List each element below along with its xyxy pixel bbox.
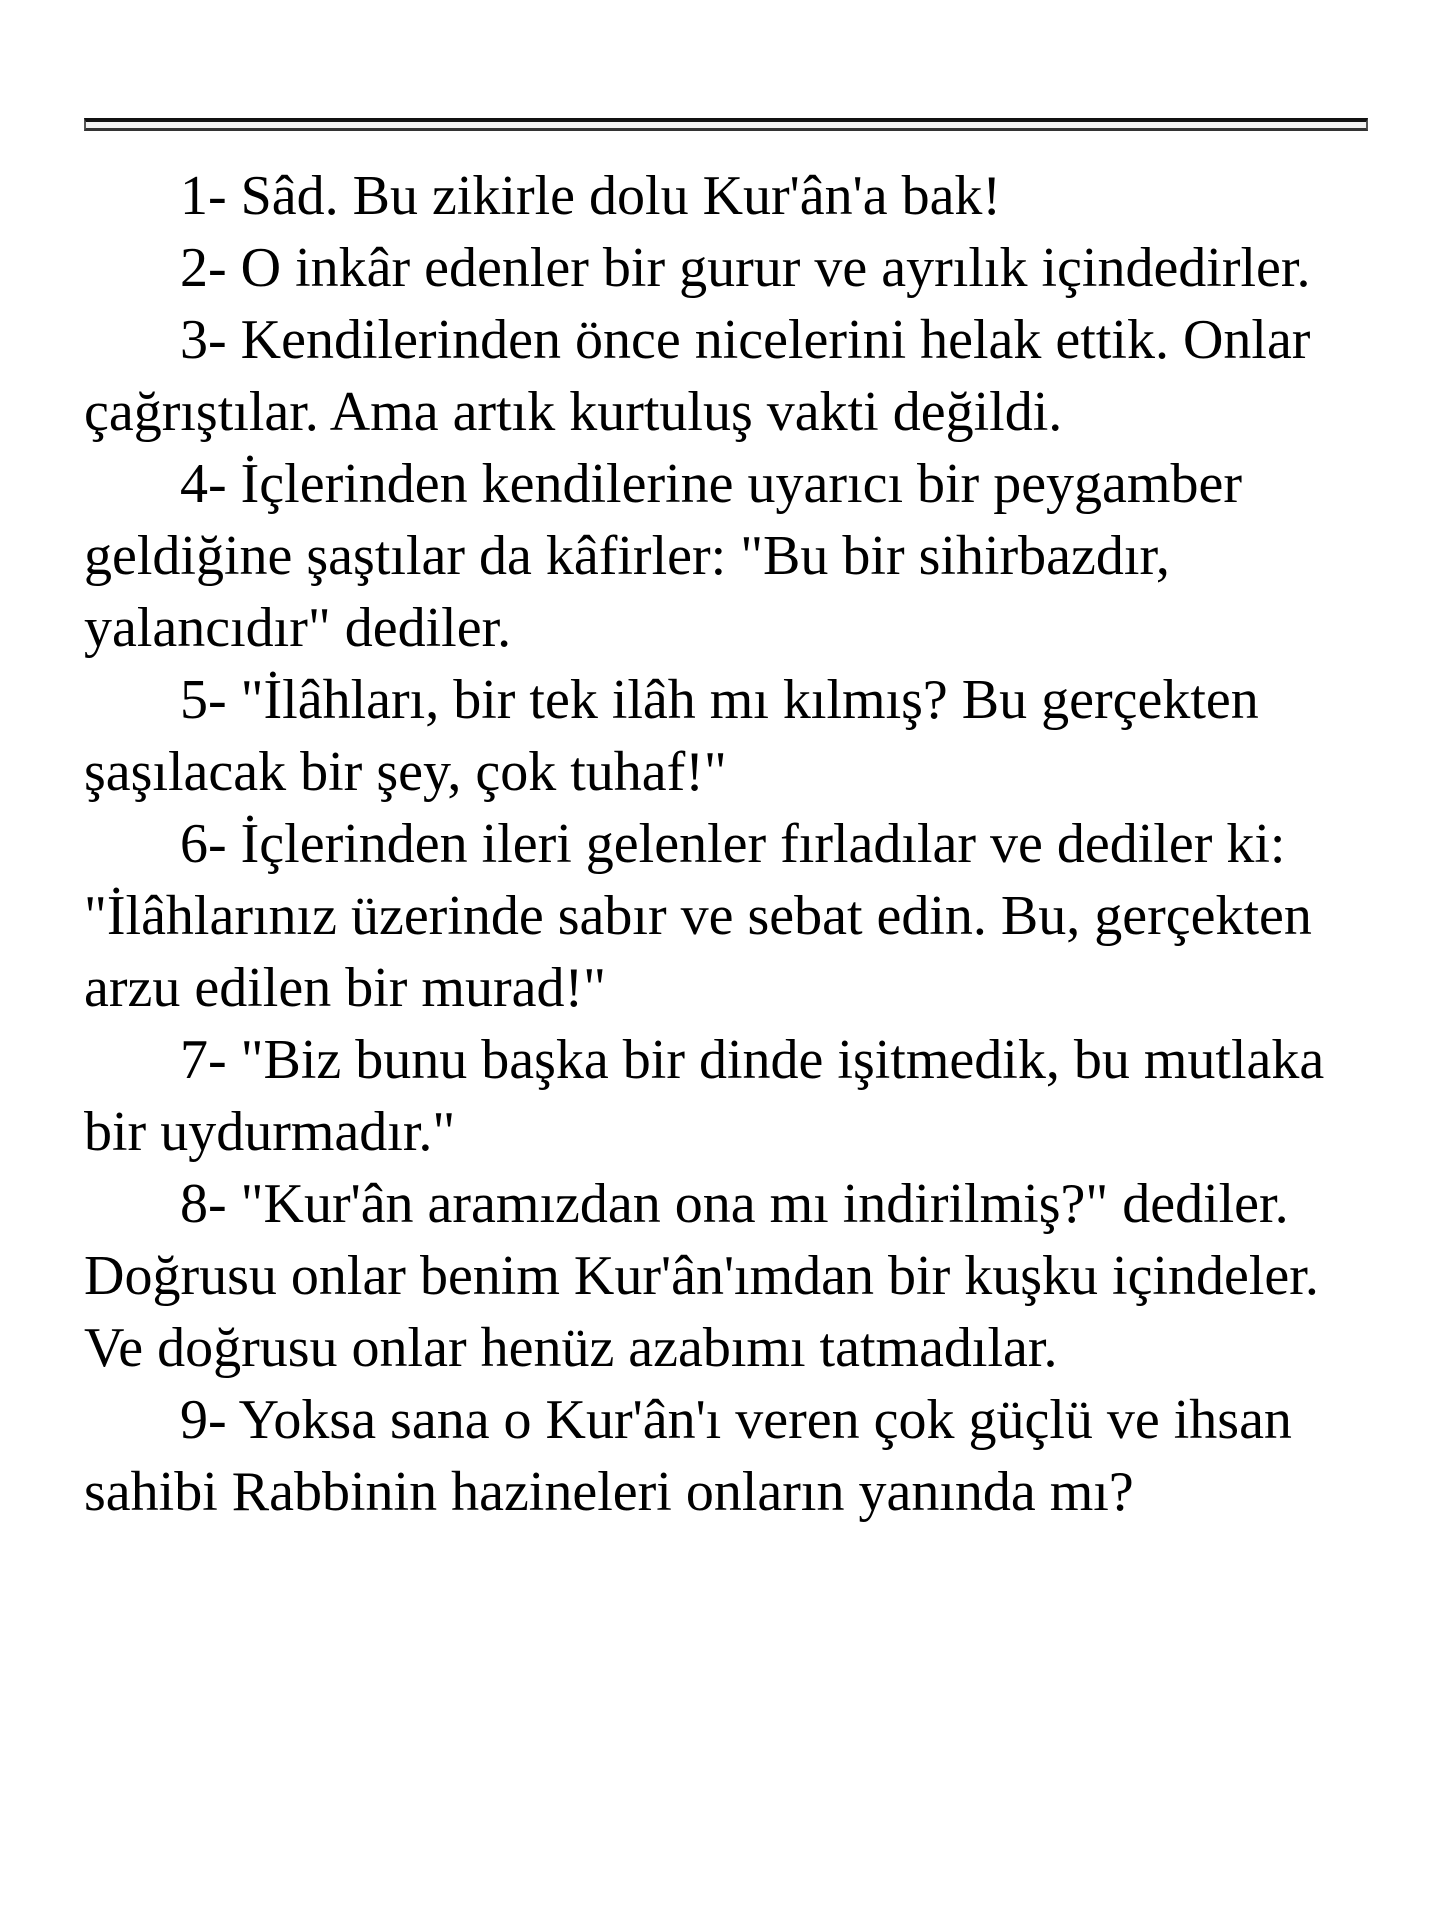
verse-1: 1- Sâd. Bu zikirle dolu Kur'ân'a bak! bbox=[180, 165, 1002, 227]
verse-5: 5- "İlâhları, bir tek ilâh mı kılmış? Bu gerçekten şaşılacak bir şey, çok tuhaf!" bbox=[84, 669, 1259, 803]
verse-3: 3- Kendilerinden önce nicelerini helak ettik. Onlar çağrıştılar. Ama artık kurtuluş vakti değildi. bbox=[84, 309, 1311, 443]
verse-8: 8- "Kur'ân aramızdan ona mı indirilmiş?" dediler. Doğrusu onlar benim Kur'ân'ımdan bir kuşku içindeler. Ve doğrusu onlar henüz azabımı tatmadılar. bbox=[84, 1173, 1319, 1379]
verse-9: 9- Yoksa sana o Kur'ân'ı veren çok güçlü ve ihsan sahibi Rabbinin hazineleri onların yanında mı? bbox=[84, 1389, 1292, 1523]
verse-text-body bbox=[84, 160, 1374, 1528]
top-double-rule bbox=[84, 118, 1368, 131]
verse-2: 2- O inkâr edenler bir gurur ve ayrılık içindedirler. bbox=[180, 237, 1311, 299]
verse-4: 4- İçlerinden kendilerine uyarıcı bir peygamber geldiğine şaştılar da kâfirler: "Bu bir sihirbazdır, yalancıdır" dediler. bbox=[84, 453, 1242, 659]
verse-6: 6- İçlerinden ileri gelenler fırladılar ve dediler ki: "İlâhlarınız üzerinde sabır ve sebat edin. Bu, gerçekten arzu edilen bir murad!" bbox=[84, 813, 1312, 1019]
verse-7: 7- "Biz bunu başka bir dinde işitmedik, bu mutlaka bir uydurmadır." bbox=[84, 1029, 1325, 1163]
